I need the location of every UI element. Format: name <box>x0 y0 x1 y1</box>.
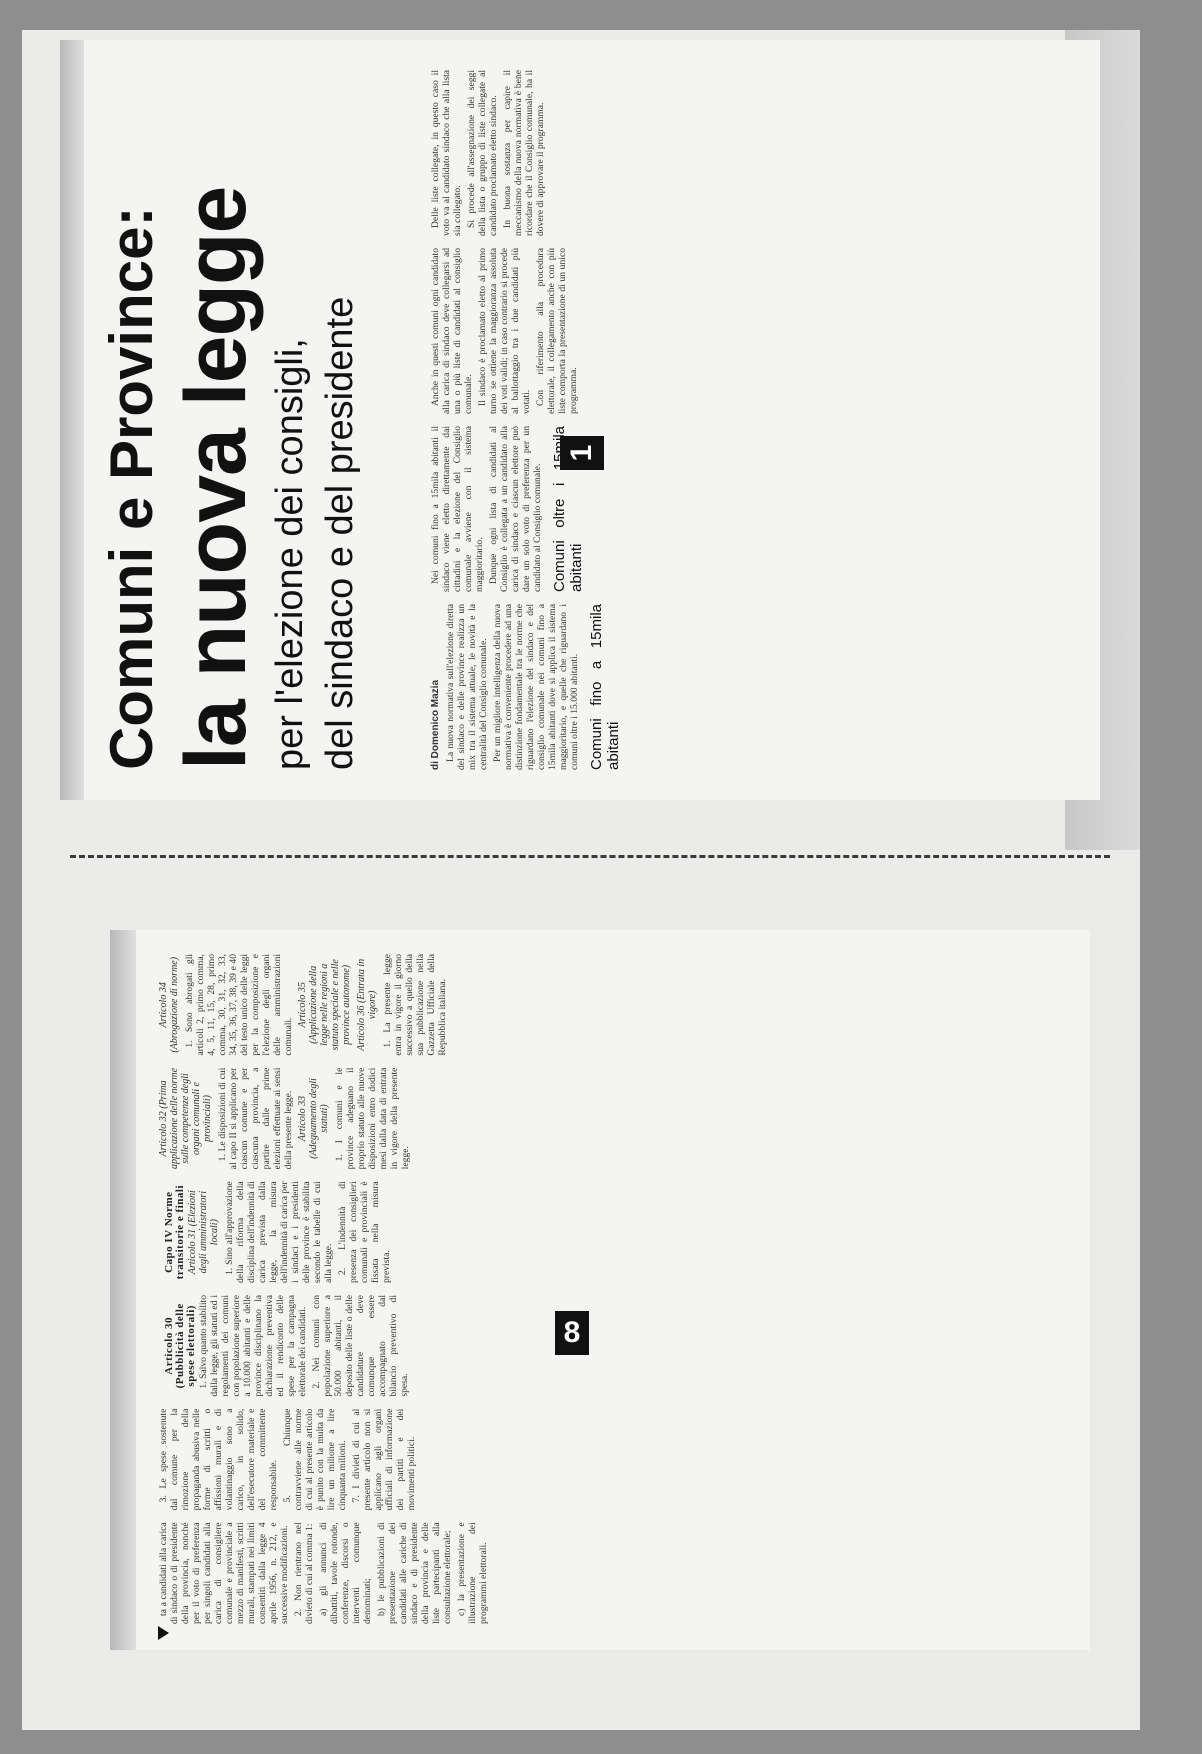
law-column <box>158 954 1058 1056</box>
paragraph: 1. La presente legge entra in vigore il giorno successivo a quello della sua pubblicazione nella Gazzetta Ufficiale della Repubblica italiana. <box>382 953 448 1056</box>
law-column <box>158 1181 1058 1283</box>
paragraph: Si procede all'assegnazione dei seggi della lista o gruppo di liste collegate al candidato proclamato eletto sindaco. <box>466 70 499 236</box>
paragraph: Delle liste collegate, in questo caso il voto va al candidato sindaco che alla lista sia collegato. <box>430 70 463 236</box>
page-number: 8 <box>555 1311 589 1355</box>
arrow-down-icon <box>158 1626 169 1640</box>
page-eight <box>110 930 1090 1650</box>
paragraph: 1. Sino all'approvazione della riforma della disciplina dell'indennità di carica prevista dalla legge, la misura dell'indennità di carica per i sindaci e i presidenti delle province è stabilita secondo le tabelle di cui alla legge. <box>224 1181 334 1283</box>
article-heading: Articolo 33 (Adeguamento degli statuti) <box>297 1078 330 1159</box>
paragraph: Dunque ogni lista di candidati al Consiglio è collegata a un candidato alla carica di sindaco e ciascun elettore può dare un solo voto di preferenza per un candidato al Consiglio comunale. <box>488 426 543 592</box>
headline-line4: del sindaco e del presidente <box>319 296 361 770</box>
article-heading: Articolo 34 (Abrogazione di norme) <box>158 956 180 1053</box>
law-column <box>158 1295 1058 1397</box>
paragraph: 1. I comuni e le province adeguano il proprio statuto alle nuove disposizioni entro dodici mesi dalla data di entrata in vigore della presente legge. <box>334 1067 411 1170</box>
paragraph: La nuova normativa sull'elezione diretta del sindaco e delle province realizza un mix tra il sistema attuale, le novità e la centralità del Consiglio comunale. <box>445 604 489 770</box>
cut-line <box>70 855 1110 858</box>
paragraph: 2. Nei comuni con popolazione superiore a 50.000 abitanti, il deposito delle liste o delle candidature deve comunque essere accompagnato dal bilancio preventivo di spesa. <box>311 1294 410 1397</box>
page-one-content <box>60 40 1100 800</box>
paragraph: a) gli annunci di dibattiti, tavole rotonde, conferenze, discorsi o interventi comunque denominati; <box>318 1522 373 1624</box>
article-column <box>430 70 1070 236</box>
paragraph: Per un migliore intelligenza della nuova normativa è conveniente procedere ad una distinzione fondamentale tra le norme che riguardano l'elezione del sindaco e del consiglio comunale nei comuni fino a 15mila abitanti dove si applica il sistema maggioritario, e quelle che riguardano i comuni oltre i 15.000 abitanti. <box>492 604 580 770</box>
page-eight-content <box>110 930 1090 1650</box>
paragraph: c) la presentazione e illustrazione dei programmi elettorali. <box>456 1522 489 1624</box>
paragraph: 3. Le spese sostenute dal comune per la rimozione della propaganda abusiva nelle forme di scritti o affissioni murali e di volantinaggio sono a carico, in solido, dell'esecutore materiale e del committente responsabile. <box>158 1408 279 1511</box>
article-columns <box>430 70 1070 770</box>
article-column <box>430 426 1070 592</box>
paragraph: ta a candidati alla carica di sindaco o di presidente della provincia, nonché per il voto di preferenza per singoli candidati alla carica di consigliere comunale e provinciale a mezzo di manifesti, scritti murali, stampati nei limiti consentiti dalla legge 4 aprile 1956, n. 212, e successive modificazioni. <box>158 1522 290 1624</box>
paragraph: Il sindaco è proclamato eletto al primo turno se ottiene la maggioranza assoluta dei voti validi; in caso contrario si procede al ballottaggio tra i due candidati più votati. <box>477 248 532 414</box>
paragraph: Anche in questi comuni ogni candidato alla carica di sindaco deve collegarsi ad una o più liste di candidati al consiglio comunale. <box>430 248 474 414</box>
law-column <box>158 1522 1058 1624</box>
header-band <box>60 40 84 800</box>
paragraph: 2. L'indennità di presenza dei consiglieri comunali e provinciali è fissata nella misura prevista. <box>337 1181 392 1283</box>
paragraph: In buona sostanza per capire il meccanismo della nuova normativa è bene ricordare che il Consiglio comunale, ha il dovere di approvare il programma. <box>502 70 546 236</box>
paragraph: 1. Salvo quanto stabilito dalla legge, gli statuti ed i regolamenti dei comuni con popolazione superiore a 10.000 abitanti e delle province disciplinano la dichiarazione preventiva ed il rendiconto delle spese per la campagna elettorale dei candidati. <box>198 1294 308 1397</box>
headline-line3: per l'elezione dei consigli, <box>269 338 311 770</box>
paragraph: 7. I divieti di cui al presente articolo non si applicano agli organi ufficiali di informazione dei partiti e dei movimenti politici. <box>351 1408 417 1511</box>
header-band <box>110 930 136 1650</box>
page-number: 1 <box>560 436 604 470</box>
article-heading: Articolo 35 (Applicazione della legge nelle regioni a statuto speciale e nelle province autonome) <box>297 959 352 1051</box>
chapter-heading: Capo IV Norme transitorie e finali <box>163 1184 186 1280</box>
article-heading: Articolo 36 (Entrata in vigore) <box>356 958 378 1051</box>
article-heading: Articolo 30 (Pubblicità delle spese elettorali) <box>163 1303 197 1389</box>
subhead: Comuni oltre i 15mila abitanti <box>551 426 585 592</box>
page-one <box>60 40 1100 800</box>
headline-line1: Comuni e Province: <box>98 206 165 770</box>
law-column <box>158 1409 1058 1511</box>
paragraph: 5. Chiunque contravviene alle norme di cui al presente articolo è punito con la multa da lire un milione a lire cinquanta milioni. <box>282 1408 348 1511</box>
paragraph: Nei comuni fino a 15mila abitanti il sindaco viene eletto direttamente dai cittadini e la elezione del Consiglio comunale avviene con il sistema maggioritario. <box>430 426 485 592</box>
headline <box>100 70 362 770</box>
headline-line2: la nuova legge <box>168 186 264 770</box>
paragraph: 1. Le disposizioni di cui al capo II si applicano per ciascun comune e per ciascuna provincia, a partire dalle prime elezioni effettuate ai sensi della presente legge. <box>217 1067 294 1170</box>
article-heading: Articolo 31 (Elezioni degli amministratori locali) <box>187 1190 220 1275</box>
law-text-columns <box>158 954 1058 1624</box>
law-column <box>158 1068 1058 1170</box>
paragraph: b) le pubblicazioni di presentazione dei candidati alle cariche di sindaco e di presidente della provincia e delle liste partecipanti alla consultazione elettorale; <box>376 1522 453 1624</box>
paragraph: 1. Sono abrogati gli articoli 2, primo comma, 4, 5, 11, 15, 28, primo comma, 30, 31, 32, 33, 34, 35, 36, 37, 38, 39 e 40 del testo unico delle leggi per la composizione e l'elezione degli organi delle amministrazioni comunali. <box>184 953 294 1056</box>
subhead: Comuni fino a 15mila abitanti <box>588 604 622 770</box>
paragraph: 2. Non rientrano nel divieto di cui al comma 1: <box>293 1522 315 1624</box>
article-column <box>430 248 1070 414</box>
byline: di Domenico Mazia <box>430 679 441 770</box>
article-column <box>430 604 1070 770</box>
article-heading: Articolo 32 (Prima applicazione delle norme sulle competenze degli organi comunali e provinciali) <box>158 1067 213 1170</box>
paragraph: Con riferimento alla procedura elettorale, il collegamento anche con più liste comporta la presentazione di un unico programma. <box>535 248 579 414</box>
